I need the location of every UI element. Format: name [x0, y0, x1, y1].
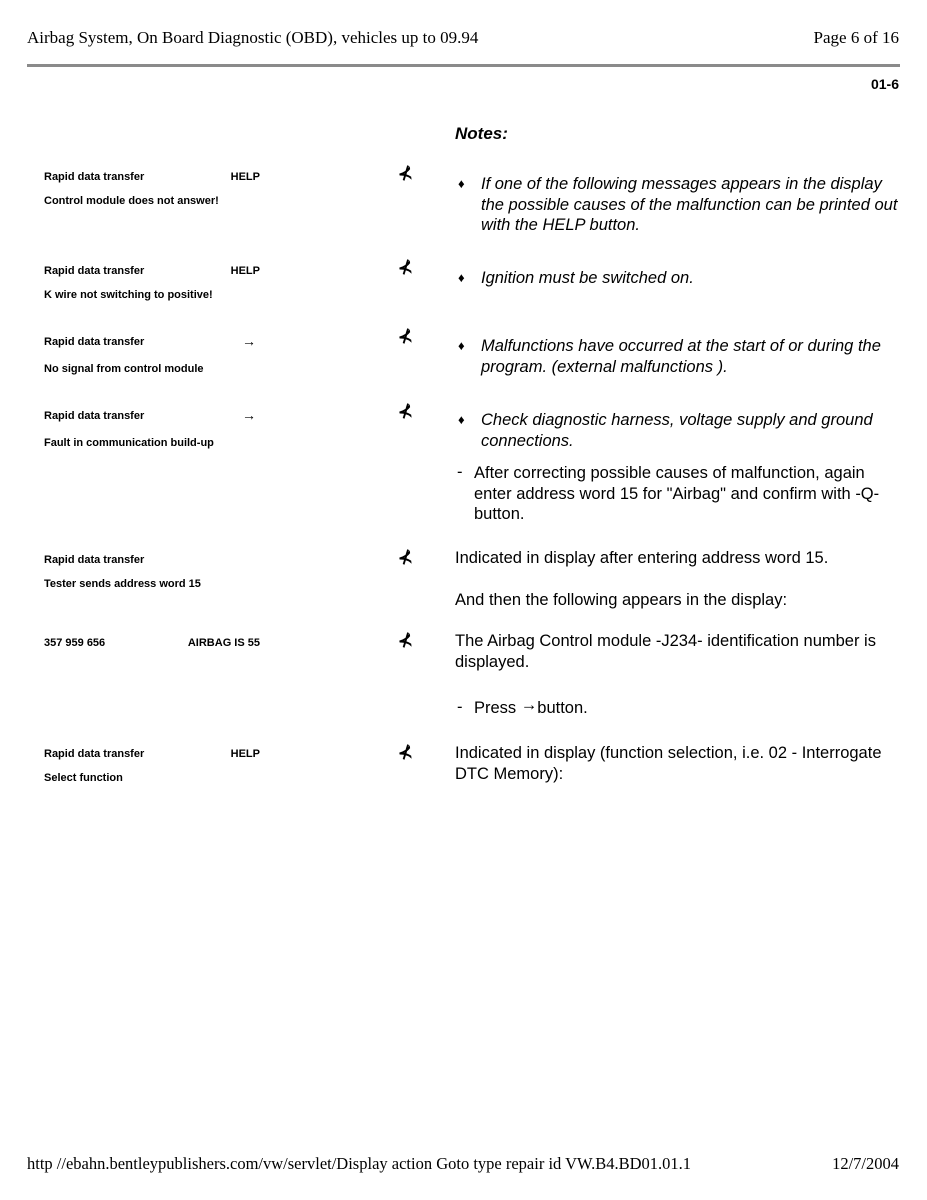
right-arrow-icon: →	[242, 333, 256, 349]
section-number: 01-6	[870, 76, 899, 92]
bullet-diamond-icon: ♦	[458, 412, 465, 427]
note-text: Check diagnostic harness, voltage supply and ground connections.	[481, 411, 873, 450]
display-box	[44, 748, 260, 785]
notes-heading: Notes:	[455, 124, 508, 143]
page-header	[27, 28, 899, 48]
step-dash: -	[457, 698, 463, 716]
right-arrow-icon: →	[520, 696, 538, 714]
display-line: Rapid data transfer	[44, 748, 145, 760]
page-number: Page 6 of 16	[813, 28, 899, 47]
display-box	[44, 554, 260, 591]
enter-hand-icon: ⊀	[396, 257, 414, 278]
display-line: Rapid data transfer	[44, 554, 145, 566]
step-text-part: Press	[474, 699, 517, 717]
instruction-text: Indicated in display (function selection, i.e. 02 - Interrogate DTC Memory):	[455, 744, 882, 783]
enter-hand-icon: ⊀	[396, 630, 414, 651]
note-text: Ignition must be switched on.	[481, 269, 694, 287]
instruction-text: The Airbag Control module -J234- identification number is displayed.	[455, 632, 876, 671]
page-footer	[27, 1154, 899, 1174]
display-line: 357 959 656	[44, 637, 106, 649]
step-text	[474, 698, 894, 719]
enter-hand-icon: ⊀	[396, 401, 414, 422]
document-title: Airbag System, On Board Diagnostic (OBD), vehicles up to 09.94	[27, 28, 479, 47]
display-box	[44, 407, 260, 450]
bullet-diamond-icon: ♦	[458, 270, 465, 285]
enter-hand-icon: ⊀	[396, 547, 414, 568]
bullet-diamond-icon: ♦	[458, 176, 465, 191]
display-box	[44, 265, 260, 302]
display-line: Rapid data transfer	[44, 265, 145, 277]
display-line: Rapid data transfer	[44, 336, 145, 348]
display-right-label: HELP	[230, 748, 260, 760]
display-line: Control module does not answer!	[44, 195, 219, 207]
header-divider	[27, 64, 900, 67]
display-right-label: HELP	[230, 265, 260, 277]
display-line: K wire not switching to positive!	[44, 289, 213, 301]
enter-hand-icon: ⊀	[396, 742, 414, 763]
display-line: No signal from control module	[44, 363, 204, 375]
instruction-text: Indicated in display after entering address word 15.	[455, 549, 829, 567]
display-box	[44, 333, 260, 376]
display-line: Select function	[44, 772, 123, 784]
note-text: Malfunctions have occurred at the start of or during the program. (external malfunctions ).	[481, 337, 881, 376]
step-text: After correcting possible causes of malfunction, again enter address word 15 for "Airbag" and confirm with -Q- button.	[474, 464, 880, 523]
display-line: Fault in communication build-up	[44, 437, 214, 449]
note-text: If one of the following messages appears in the display the possible causes of the malfunction can be printed out with the HELP button.	[481, 175, 898, 234]
step-dash: -	[457, 463, 463, 481]
display-box	[44, 171, 260, 208]
display-right-label: AIRBAG IS 55	[187, 637, 260, 649]
bullet-diamond-icon: ♦	[458, 338, 465, 353]
enter-hand-icon: ⊀	[396, 163, 414, 184]
right-arrow-icon: →	[242, 407, 256, 423]
display-right-label: HELP	[230, 171, 260, 183]
instruction-text: And then the following appears in the display:	[455, 591, 788, 609]
display-box	[44, 637, 260, 650]
step-text-part: button.	[537, 699, 588, 717]
print-date: 12/7/2004	[832, 1154, 899, 1173]
display-line: Tester sends address word 15	[44, 578, 201, 590]
enter-hand-icon: ⊀	[396, 326, 414, 347]
display-line: Rapid data transfer	[44, 171, 145, 183]
source-url: http //ebahn.bentleypublishers.com/vw/servlet/Display action Goto type repair id VW.B4.BD01.01.1	[27, 1154, 692, 1173]
display-line: Rapid data transfer	[44, 410, 145, 422]
